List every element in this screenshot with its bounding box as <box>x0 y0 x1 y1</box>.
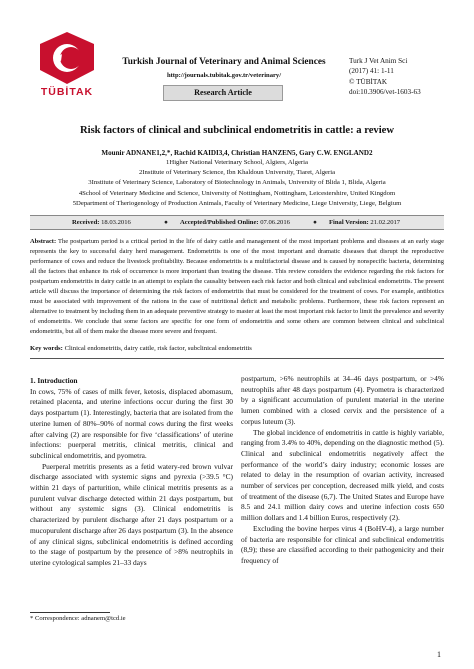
paragraph: In cows, 75% of cases of milk fever, ketosis, displaced abomasum, retained placenta, and uterine infections occur during the first 30 days postpartum (1). Interestingly, bacteria that are isolated from the uterine lumen of 80%–90% of normal cows during the first weeks after calving (2) are responsible for five ‘classifications’ of uterine infections: puerperal metritis, clinical metritis, clinical and subclinical endometritis, and pyometra. <box>30 386 233 460</box>
journal-url[interactable]: http://journals.tubitak.gov.tr/veterinary/ <box>166 72 282 79</box>
paragraph: The global incidence of endometritis in cattle is highly variable, ranging from 3.4% to 40%, depending on the diagnostic method (5). Clinical and subclinical endometritis negatively affect the performance of the world’s dairy industry; economic losses are related to delay in the resumption of ovarian activity, increased number of services per conception, decreased milk yield, and costs of treatment of the disease (6,7). The United States and Europe have 8.5 and 24.1 million dairy cows and uterine infection costs 650 million dollars and 1.4 billion Euros, respectively (2). <box>241 427 444 523</box>
citation-volume: (2017) 41: 1-11 <box>349 67 394 76</box>
accepted-date <box>180 216 290 229</box>
keywords-text: Clinical endometritis, dairy cattle, risk factor, subclinical endometritis <box>64 345 252 352</box>
citation-block <box>349 56 421 97</box>
keywords-label: Key words: <box>30 345 63 352</box>
affiliation-4: 4School of Veterinary Medicine and Science, University of Nottingham, Nottingham, Leicestershire, United Kingdom <box>78 189 396 197</box>
affiliation-5: 5Department of Theriogenology of Production Animals, Faculty of Veterinary Medicine, Liege University, Liege, Belgium <box>72 199 402 207</box>
dates-bar <box>30 215 444 230</box>
logo-text: TÜBİTAK <box>40 86 94 98</box>
abstract-text: The postpartum period is a critical period in the life of dairy cattle and management of the most important problems and diseases at an early stage represents the key to successful dairy herd management. Endometritis is one of the most important and dramatic diseases that disrupt the reproductive performance of cows and reduce the livestock profitability. Because endometritis is a multifactorial disease and is caused by nonspecific bacteria, determining all the factors that enhance its risk of occurrence is more important than treating the disease. This review considers the evidence regarding the risk factors for postpartum endometritis in dairy cattle in an attempt to explain the causality between each risk factor and both clinical and subclinical endometritis. The present article will discuss the importance of determining the risk factors of endometritis that must be considered for the treatment of cows. For example, antibiotics must be associated with improvement of the rations in the case of nutritional deficit and metabolic problems. Furthermore, these risk factors represent an alternative to treatment by including them in an adequate preventive strategy to master at least the most important risk factor to limit the prevalence and severity of endometritis. We conclude that some factors are specific for one form of endometritis and some others are common between clinical and subclinical endometritis, but all of them make the disease more severe and frequent. <box>30 238 444 336</box>
final-date <box>329 216 400 229</box>
received-value: 18.03.2016 <box>101 219 131 226</box>
received-label: Received: <box>72 219 100 226</box>
abstract <box>30 237 444 337</box>
citation-doi[interactable]: doi:10.3906/vet-1603-63 <box>349 87 421 96</box>
date-separator: ● <box>313 219 317 226</box>
paragraph: postpartum, >6% neutrophils at 34–46 days postpartum, or >4% neutrophils after 48 days postpartum (4). Pyometra is characterized by a significant accumulation of purulent material in the uterine lumen combined with a closed cervix and the persistence of a corpus luteum (3). <box>241 374 444 426</box>
left-column <box>30 376 233 569</box>
final-value: 21.02.2017 <box>370 219 401 226</box>
received-date <box>72 216 131 229</box>
citation-copyright: © TÜBİTAK <box>349 77 388 86</box>
keywords <box>30 345 444 352</box>
accepted-value: 07.06.2016 <box>260 219 290 226</box>
journal-name: Turkish Journal of Veterinary and Animal Sciences <box>122 57 326 67</box>
correspondence-footnote: * Correspondence: adnanem@tcd.ie <box>30 615 126 622</box>
paragraph: Excluding the bovine herpes virus 4 (BoHV-4), a large number of bacteria are responsible for clinical and subclinical endometritis (8,9); these are classified according to their pathogenicity and their frequency of <box>241 523 444 565</box>
section-divider <box>30 358 444 359</box>
affiliation-1: 1Higher National Veterinary School, Algiers, Algeria <box>166 159 308 166</box>
final-label: Final Version: <box>329 219 369 226</box>
affiliations <box>30 158 444 209</box>
author-list: Mounir ADNANE1,2,*, Rachid KAIDI3,4, Christian HANZEN5, Gary C.W. ENGLAND2 <box>101 149 373 157</box>
date-separator: ● <box>164 219 168 226</box>
right-column <box>241 374 444 567</box>
accepted-label: Accepted/Published Online: <box>180 219 259 226</box>
article-title: Risk factors of clinical and subclinical endometritis in cattle: a review <box>79 125 395 136</box>
affiliation-2: 2Institute of Veterinary Science, Ibn Khaldoun University, Tiaret, Algeria <box>138 169 336 177</box>
citation-journal: Turk J Vet Anim Sci <box>349 57 408 65</box>
paragraph: Puerperal metritis presents as a fetid watery-red brown vulvar discharge associated with systemic signs and pyrexia (>39.5 °C) within 21 days of parturition, while clinical metritis presents as a purulent vulvar discharge detected within 21 days postpartum, but without any systemic signs (3). Clinical endometritis is characterized by purulent discharge after 21 days postpartum or a mucopurulent discharge after 26 days postpartum (3). In the absence of any clinical signs, subclinical endometritis is defined according to the stage of postpartum by the presence of >8% neutrophils in uterine cytological samples 21–33 days <box>30 461 233 567</box>
abstract-label: Abstract: <box>30 238 57 245</box>
section-heading: 1. Introduction <box>30 376 78 385</box>
footnote-divider <box>30 612 110 613</box>
page-number: 1 <box>437 650 441 659</box>
article-type-badge: Research Article <box>163 85 283 101</box>
affiliation-3: 3Institute of Veterinary Science, Laboratory of Biotechnology in Animals, University of Blida 1, Blida, Algeria <box>88 179 386 187</box>
